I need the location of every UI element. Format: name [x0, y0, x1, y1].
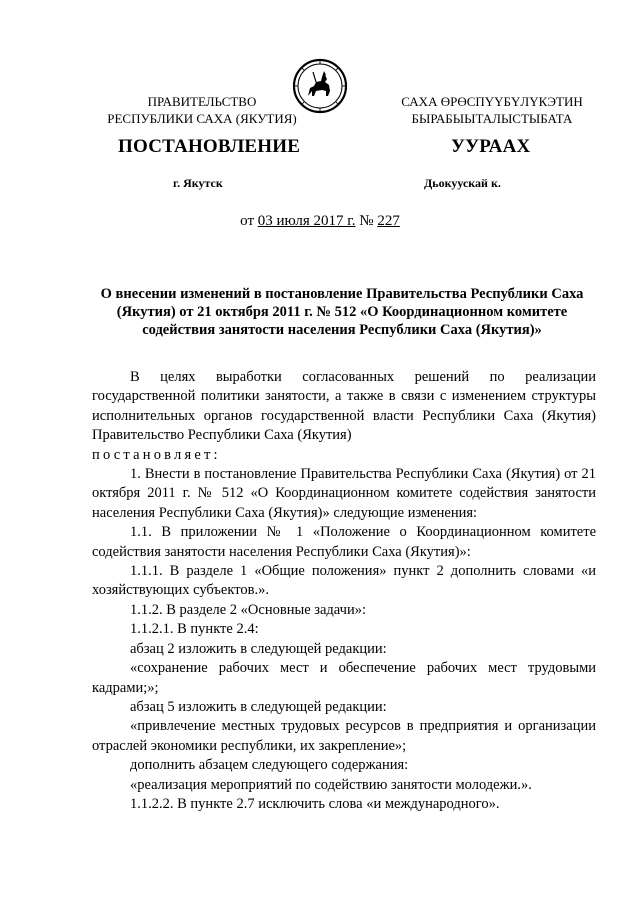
paragraph-item-1-1-2-1: 1.1.2.1. В пункте 2.4: — [130, 621, 259, 638]
header-left-line1: ПРАВИТЕЛЬСТВО — [147, 94, 257, 109]
title-russian: ПОСТАНОВЛЕНИЕ — [118, 136, 301, 157]
header-right-line2: БЫРАБЫЫТАЛЫСТЫБАТА — [411, 111, 573, 126]
coat-of-arms-yakutia-icon — [292, 58, 348, 114]
paragraph-item-1-1-2-2: 1.1.2.2. В пункте 2.7 исключить слова «и международного». — [130, 795, 500, 812]
paragraph-item-1-1-1: 1.1.1. В разделе 1 «Общие положения» пункт 2 дополнить словами «и хозяйствующих субъектов.». — [92, 563, 596, 599]
city-russian: г. Якутск — [173, 176, 223, 190]
document-date-number — [0, 213, 640, 230]
paragraph-quote-3: «реализация мероприятий по содействию занятости молодежи.». — [130, 776, 532, 793]
paragraph-abzac-5: абзац 5 изложить в следующей редакции: — [130, 698, 387, 715]
number-prefix: № — [355, 213, 378, 229]
paragraph-resolves: постановляет: — [92, 446, 221, 463]
paragraph-quote-2: «привлечение местных трудовых ресурсов в предприятия и организации отраслей экономики республики, их закрепление»; — [92, 718, 596, 754]
document-body — [92, 368, 596, 814]
title-yakut: УУРААХ — [451, 136, 531, 157]
date-prefix: от — [240, 213, 258, 229]
header-left — [92, 93, 312, 127]
paragraph-item-1-1: 1.1. В приложении № 1 «Положение о Координационном комитете содействия занятости населения Республики Саха (Якутия)»: — [92, 524, 596, 560]
header-right-line1: САХА ӨРӨСПҮҮБҮЛҮКЭТИН — [401, 94, 583, 109]
paragraph-item-1: 1. Внести в постановление Правительства Республики Саха (Якутия) от 21 октября 2011 г. № 512 «О Координационном комитете содействия занятости населения Республики Саха (Якутия)» следующие изменения: — [92, 466, 596, 521]
paragraph-add-abzac: дополнить абзацем следующего содержания: — [130, 757, 409, 774]
paragraph-abzac-2: абзац 2 изложить в следующей редакции: — [130, 640, 387, 657]
header-left-line2: РЕСПУБЛИКИ САХА (ЯКУТИЯ) — [107, 111, 297, 126]
document-heading: О внесении изменений в постановление Правительства Республики Саха (Якутия) от 21 октября 2011 г. № 512 «О Координационном комитете содействия занятости населения Республики Саха (Якутия)» — [100, 286, 584, 338]
paragraph-item-1-1-2: 1.1.2. В разделе 2 «Основные задачи»: — [130, 601, 366, 618]
paragraph-preamble: В целях выработки согласованных решений по реализации государственной политики занятости, а также в связи с изменением структуры исполнительных органов государственной власти Республики Саха (Якутия) Правительство Республики Саха (Якутия) — [92, 369, 596, 444]
paragraph-quote-1: «сохранение рабочих мест и обеспечение рабочих мест трудовыми кадрами;»; — [92, 660, 596, 696]
document-date: 03 июля 2017 г. — [257, 213, 356, 229]
document-number: 227 — [377, 213, 400, 229]
city-yakut: Дьокуускай к. — [424, 176, 501, 190]
header-right — [382, 93, 602, 127]
